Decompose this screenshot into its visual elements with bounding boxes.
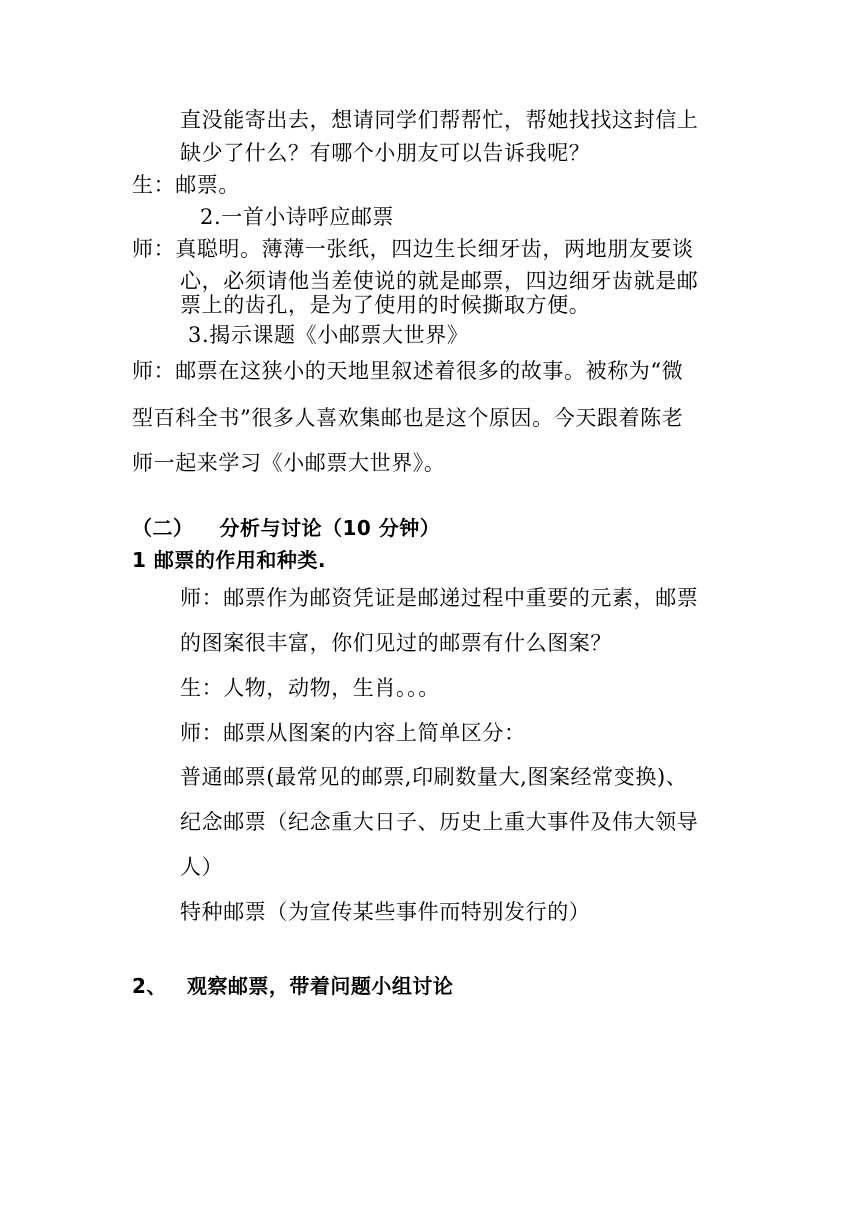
paragraph-line: 师：邮票从图案的内容上简单区分： (180, 721, 526, 745)
paragraph-line: 师：真聪明。薄薄一张纸，四边生长细牙齿，两地朋友要谈 (132, 237, 694, 261)
paragraph-line: 生：人物，动物，生肖。。。 (180, 676, 440, 700)
paragraph-line: 纪念邮票（纪念重大日子、历史上重大事件及伟大领导 (180, 810, 699, 834)
section-heading-text: 分析与讨论（10 分钟） (219, 516, 441, 540)
student-answer: 生：邮票。 (132, 173, 240, 197)
paragraph-line: 普通邮票(最常见的邮票,印刷数量大,图案经常变换)、 (180, 765, 688, 789)
step-heading: 3.揭示课题《小邮票大世界》 (188, 323, 469, 347)
paragraph-line: 师：邮票在这狭小的天地里叙述着很多的故事。被称为“微 (132, 359, 684, 383)
subsection-text: 观察邮票，带着问题小组讨论 (186, 974, 454, 998)
section-heading-prefix: （二） (132, 516, 194, 540)
paragraph-line: 的图案很丰富，你们见过的邮票有什么图案？ (180, 631, 612, 655)
paragraph-line: 人） (180, 855, 224, 879)
paragraph-line: 师一起来学习《小邮票大世界》。 (132, 451, 446, 475)
subsection-number: 2、 (132, 974, 167, 998)
subsection-heading: 1 邮票的作用和种类. (132, 548, 326, 572)
step-heading: 2.一首小诗呼应邮票 (200, 205, 395, 229)
section-heading (132, 514, 440, 542)
paragraph-line: 直没能寄出去，想请同学们帮帮忙，帮她找找这封信上 (180, 108, 699, 132)
paragraph-line: 型百科全书”很多人喜欢集邮也是这个原因。今天跟着陈老 (132, 406, 684, 430)
paragraph-line: 师：邮票作为邮资凭证是邮递过程中重要的元素，邮票 (180, 586, 699, 610)
paragraph-line: 票上的齿孔，是为了使用的时候撕取方便。 (180, 293, 591, 317)
paragraph-line: 特种邮票（为宣传某些事件而特别发行的） (180, 900, 591, 924)
subsection-heading (132, 972, 453, 1000)
paragraph-line: 缺少了什么？有哪个小朋友可以告诉我呢？ (180, 141, 591, 165)
paragraph-line: 心，必须请他当差使说的就是邮票，四边细牙齿就是邮 (180, 269, 699, 293)
